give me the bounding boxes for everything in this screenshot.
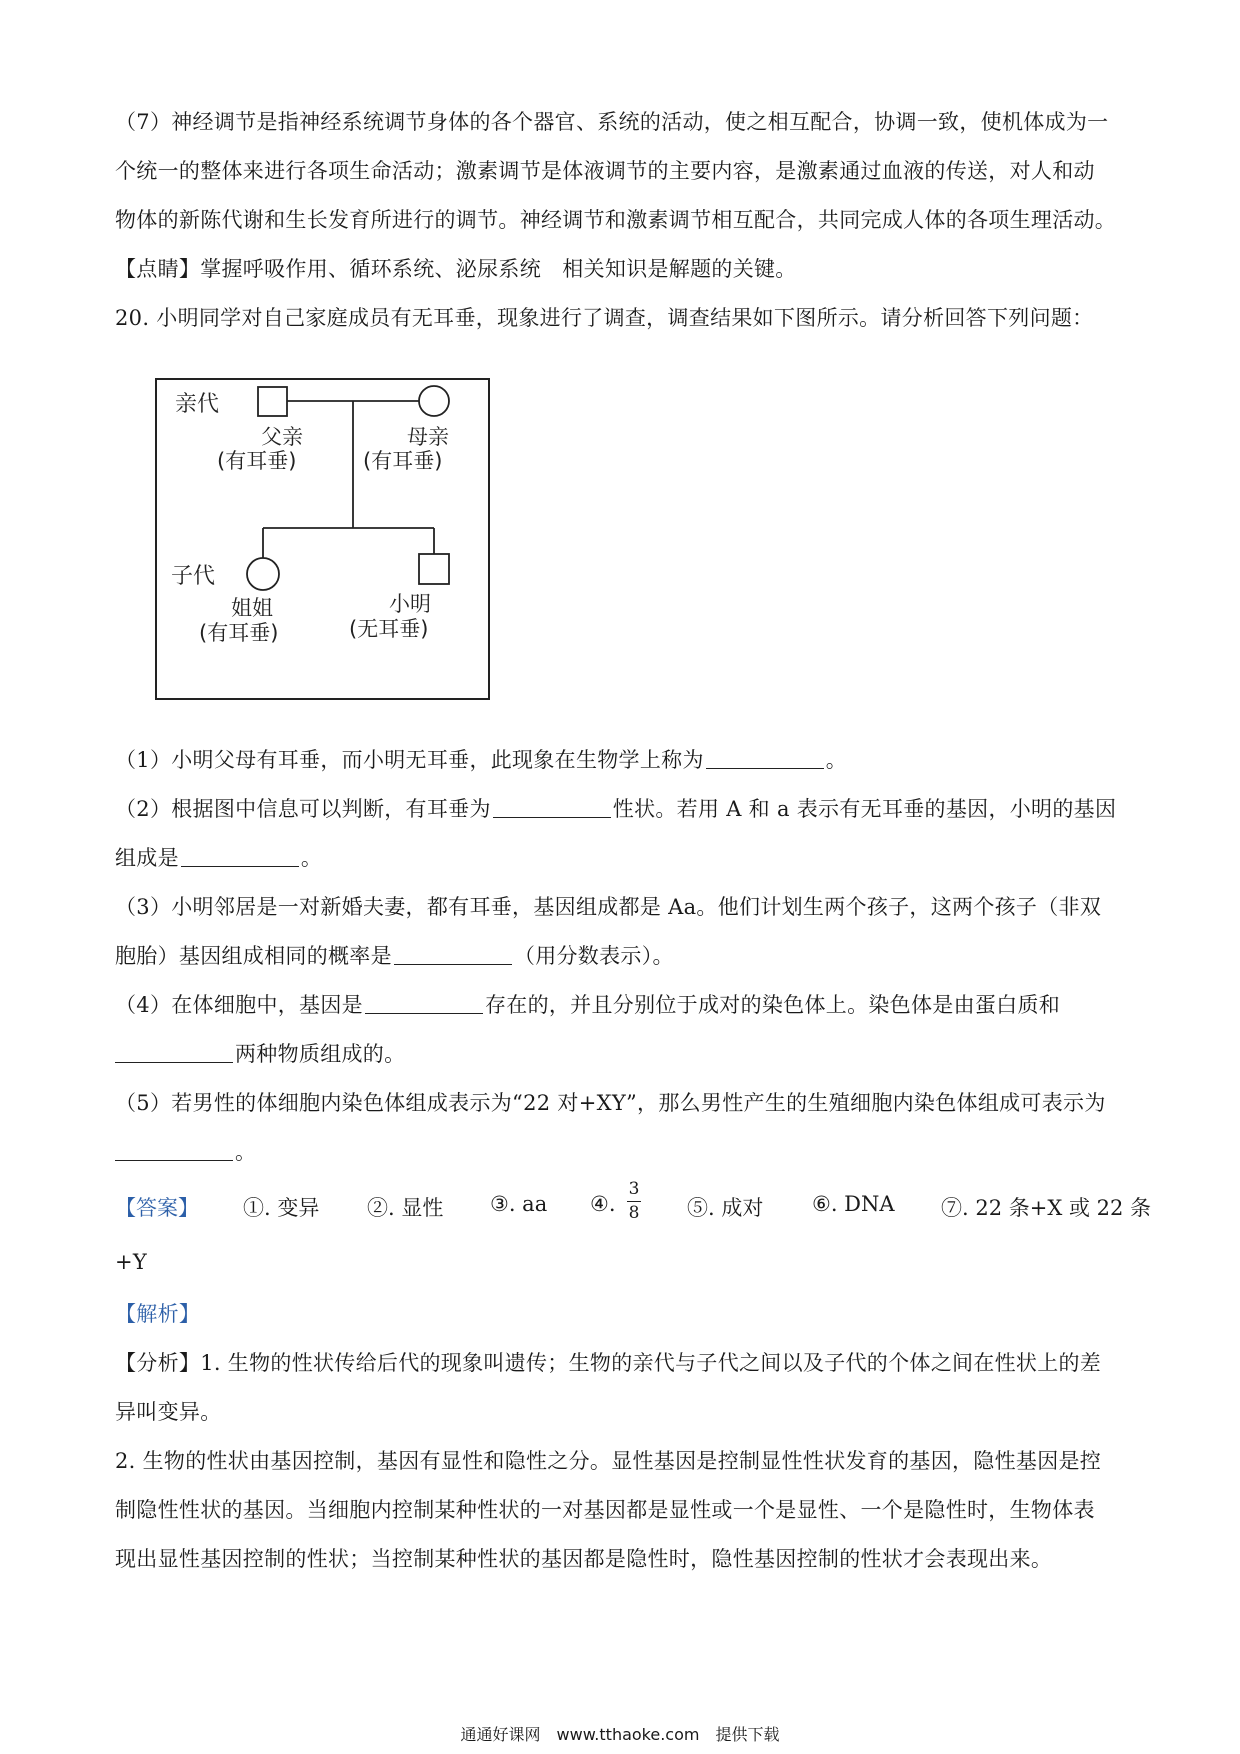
question-text: （用分数表示）。 [513,944,674,968]
fraction-denominator: 8 [628,1203,640,1223]
question-1 [115,744,847,774]
pedigree-diagram [155,378,490,700]
question-2 [115,793,1116,823]
xiaoming-symbol [419,554,449,584]
analysis-label: 【解析】 [115,1302,201,1326]
sister-trait: (有耳垂) [199,621,279,645]
answer-1: ①. 变异 [243,1196,320,1220]
question-text: 性状。若用 A 和 a 表示有无耳垂的基因，小明的基因 [612,797,1117,821]
mother-trait: (有耳垂) [363,449,443,473]
question-text: 胞胎）基因组成相同的概率是 [115,944,392,968]
answer-7-cont: +Y [115,1250,148,1274]
father-trait: (有耳垂) [217,449,297,473]
question-3-cont [115,940,674,970]
fraction-numerator: 3 [628,1179,640,1199]
paragraph-line: 物体的新陈代谢和生长发育所进行的调节。神经调节和激素调节相互配合，共同完成人体的各项生理活动。 [115,208,1117,232]
sister-name: 姐姐 [231,596,273,620]
answer-5: ⑤. 成对 [687,1196,764,1220]
answer-4-fraction [627,1180,641,1223]
question-5-cont [115,1136,256,1166]
answer-blank[interactable] [115,1142,233,1161]
answer-3: ③. aa [490,1192,548,1216]
father-symbol [258,387,287,416]
xiaoming-trait: (无耳垂) [349,617,429,641]
answer-blank[interactable] [493,799,611,818]
answer-blank[interactable] [181,848,299,867]
question-4 [115,989,1060,1019]
answer-6: ⑥. DNA [812,1192,895,1216]
question-4-cont [115,1038,405,1068]
question-3: （3）小明邻居是一对新婚夫妻，都有耳垂，基因组成都是 Aa。他们计划生两个孩子，这两个孩子（非双 [115,895,1102,919]
tip-line: 【点睛】掌握呼吸作用、循环系统、泌尿系统 相关知识是解题的关键。 [115,257,797,281]
question-text: （2）根据图中信息可以判断，有耳垂为 [115,797,491,821]
answer-4-prefix: ④. [590,1192,616,1216]
answer-7: ⑦. 22 条+X 或 22 条 [941,1196,1152,1220]
analysis-line: 【分析】1. 生物的性状传给后代的现象叫遗传；生物的亲代与子代之间以及子代的个体之间在性状上的差 [115,1351,1102,1375]
question-5: （5）若男性的体细胞内染色体组成表示为“22 对+XY”，那么男性产生的生殖细胞内染色体组成可表示为 [115,1091,1106,1115]
analysis-line: 现出显性基因控制的性状；当控制某种性状的基因都是隐性时，隐性基因控制的性状才会表现出来。 [115,1547,1053,1571]
question-text: 组成是 [115,846,179,870]
analysis-line: 异叫变异。 [115,1400,222,1424]
parent-generation-label: 亲代 [175,392,220,417]
question-text: 。 [235,1140,257,1164]
question-text: 。 [825,748,848,772]
mother-name: 母亲 [407,425,449,449]
question-text: （4）在体细胞中，基因是 [115,993,363,1017]
mother-symbol [419,386,449,416]
paragraph-line: （7）神经调节是指神经系统调节身体的各个器官、系统的活动，使之相互配合，协调一致，使机体成为一 [115,110,1109,134]
analysis-line: 2. 生物的性状由基因控制，基因有显性和隐性之分。显性基因是控制显性性状发育的基因，隐性基因是控 [115,1449,1102,1473]
answer-blank[interactable] [394,946,512,965]
answer-blank[interactable] [365,995,483,1014]
fraction-bar [627,1201,641,1202]
question-text: 两种物质组成的。 [235,1042,406,1066]
paragraph-line: 个统一的整体来进行各项生命活动；激素调节是体液调节的主要内容，是激素通过血液的传送，对人和动 [115,159,1095,183]
question-2-cont [115,842,322,872]
sister-symbol [247,558,279,590]
answer-row [115,1179,1152,1240]
question-text: 存在的，并且分别位于成对的染色体上。染色体是由蛋白质和 [484,993,1061,1017]
child-generation-label: 子代 [171,564,216,589]
question-text: 。 [300,846,323,870]
question-stem: 20. 小明同学对自己家庭成员有无耳垂，现象进行了调查，调查结果如下图所示。请分析回答下列问题： [115,306,1094,330]
answer-2: ②. 显性 [367,1196,444,1220]
page-footer: 通通好课网 www.tthaoke.com 提供下载 [460,1725,780,1744]
answer-label: 【答案】 [115,1196,199,1220]
xiaoming-name: 小明 [389,592,431,616]
father-name: 父亲 [261,425,303,449]
answer-blank[interactable] [706,750,824,769]
analysis-line: 制隐性性状的基因。当细胞内控制某种性状的一对基因都是显性或一个是显性、一个是隐性时，生物体表 [115,1498,1095,1522]
answer-blank[interactable] [115,1044,233,1063]
question-text: （1）小明父母有耳垂，而小明无耳垂，此现象在生物学上称为 [115,748,704,772]
